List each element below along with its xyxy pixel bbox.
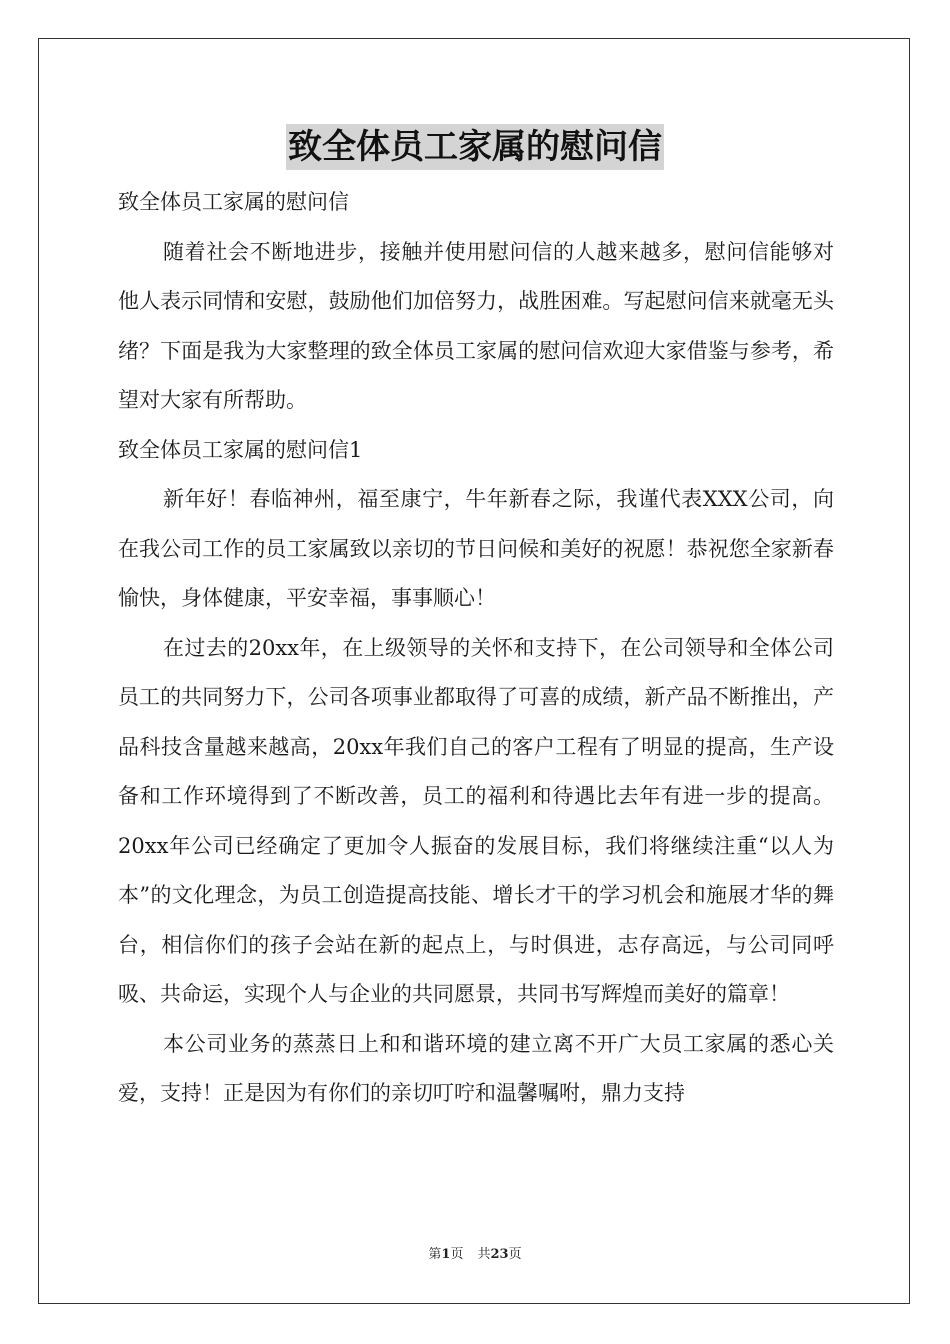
total-prefix: 共 bbox=[477, 1247, 491, 1262]
page-prefix: 第 bbox=[428, 1247, 442, 1262]
title-container bbox=[0, 124, 950, 170]
total-page-count: 23 bbox=[490, 1247, 509, 1262]
total-suffix: 页 bbox=[508, 1247, 522, 1262]
paragraph: 随着社会不断地进步，接触并使用慰问信的人越来越多，慰问信能够对他人表示同情和安慰，鼓励他们加倍努力，战胜困难。写起慰问信来就毫无头绪？下面是我为大家整理的致全体员工家属的慰问信欢迎大家借鉴与参考，希望对大家有所帮助。 bbox=[118, 239, 834, 412]
document-body bbox=[118, 178, 834, 1119]
page-footer bbox=[0, 1246, 950, 1264]
paragraph: 新年好！春临神州，福至康宁，牛年新春之际，我谨代表XXX公司，向在我公司工作的员工家属致以亲切的节日问候和美好的祝愿！恭祝您全家新春愉快，身体健康，平安幸福，事事顺心！ bbox=[118, 487, 834, 610]
paragraph: 致全体员工家属的慰问信 bbox=[118, 190, 349, 214]
current-page-number: 1 bbox=[441, 1247, 451, 1262]
paragraph: 本公司业务的蒸蒸日上和和谐环境的建立离不开广大员工家属的悉心关爱，支持！正是因为有你们的亲切叮咛和温馨嘱咐，鼎力支持 bbox=[118, 1031, 834, 1105]
paragraph: 在过去的20xx年，在上级领导的关怀和支持下，在公司领导和全体公司员工的共同努力下，公司各项事业都取得了可喜的成绩，新产品不断推出，产品科技含量越来越高，20xx年我们自己的客户工程有了明显的提高，生产设备和工作环境得到了不断改善，员工的福利和待遇比去年有进一步的提高。20xx年公司已经确定了更加令人振奋的发展目标，我们将继续注重“以人为本”的文化理念，为员工创造提高技能、增长才干的学习机会和施展才华的舞台，相信你们的孩子会站在新的起点上，与时俱进，志存高远，与公司同呼吸、共命运，实现个人与企业的共同愿景，共同书写辉煌而美好的篇章！ bbox=[118, 635, 834, 1006]
document-title: 致全体员工家属的慰问信 bbox=[286, 124, 664, 170]
page-suffix: 页 bbox=[450, 1247, 464, 1262]
paragraph: 致全体员工家属的慰问信1 bbox=[118, 437, 363, 462]
